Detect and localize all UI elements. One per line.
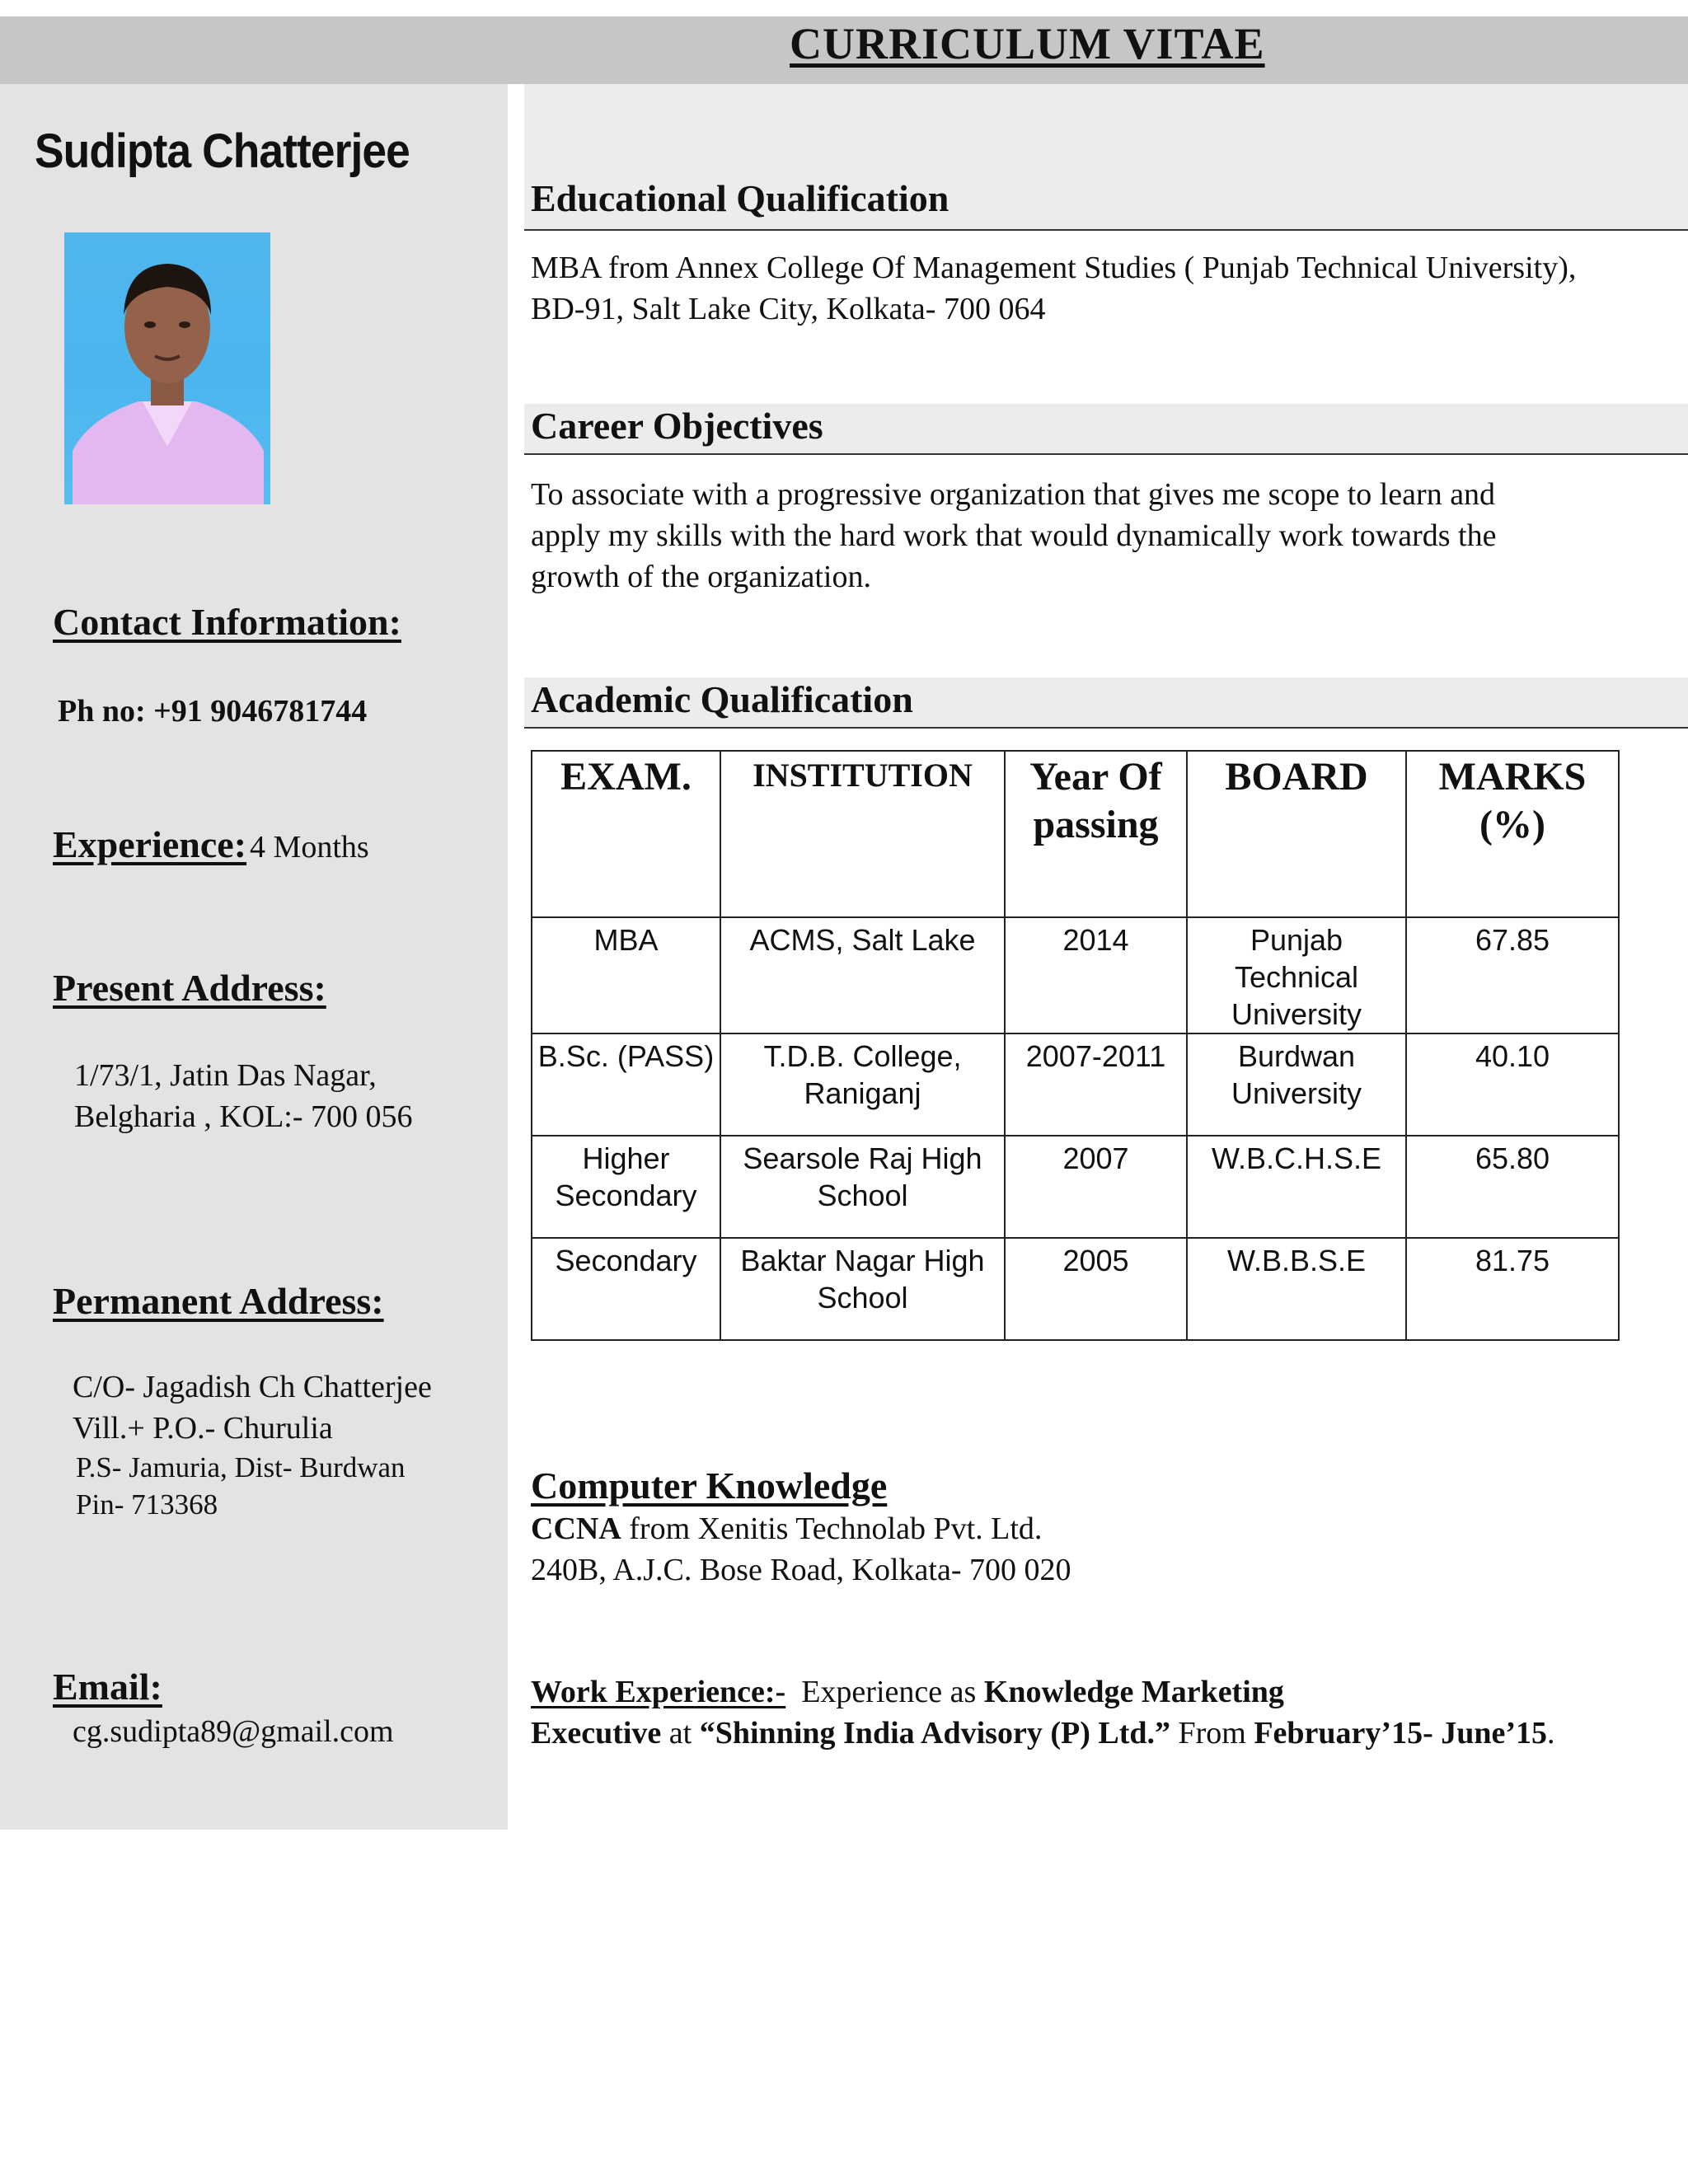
email-heading: Email: [53,1666,162,1708]
permanent-address-line: Vill.+ P.O.- Churulia [73,1411,333,1446]
cell-marks: 65.80 [1406,1136,1619,1238]
table-row [532,917,1619,1033]
cell-board: Punjab Technical University [1187,917,1406,1033]
career-heading: Career Objectives [531,405,823,447]
computer-heading: Computer Knowledge [531,1465,888,1507]
document-title: CURRICULUM VITAE [790,19,1265,68]
permanent-address-line: Pin- 713368 [76,1488,218,1521]
cell-year: 2007-2011 [1005,1033,1187,1136]
column-header: MARKS (%) [1406,751,1619,917]
cell-institution: T.D.B. College, Raniganj [720,1033,1005,1136]
phone-number: Ph no: +91 9046781744 [58,694,368,729]
table-row [532,1238,1619,1340]
experience-block [53,823,369,866]
career-text [531,474,1496,598]
table-row [532,1136,1619,1238]
computer-address: 240B, A.J.C. Bose Road, Kolkata- 700 020 [531,1553,1071,1587]
career-line: apply my skills with the hard work that would dynamically work towards the [531,518,1497,553]
column-header: INSTITUTION [720,751,1005,917]
course-name: CCNA [531,1511,621,1546]
permanent-address-heading: Permanent Address: [53,1280,384,1322]
profile-photo [64,232,270,504]
cell-institution: Searsole Raj High School [720,1136,1005,1238]
contact-heading: Contact Information: [53,601,401,643]
career-line: To associate with a progressive organization that gives me scope to learn and [531,477,1496,512]
experience-heading: Experience: [53,823,247,865]
email-address: cg.sudipta89@gmail.com [73,1714,394,1749]
education-line: MBA from Annex College Of Management Studies ( Punjab Technical University), [531,251,1577,285]
person-silhouette-icon [64,232,270,504]
cell-exam: Secondary [532,1238,720,1340]
work-company: “Shinning India Advisory (P) Ltd.” [699,1716,1170,1750]
experience-value: 4 Months [250,830,369,865]
cell-institution: ACMS, Salt Lake [720,917,1005,1033]
column-header: BOARD [1187,751,1406,917]
present-address-heading: Present Address: [53,967,326,1009]
work-text: From [1170,1716,1254,1750]
cell-institution: Baktar Nagar High School [720,1238,1005,1340]
permanent-address-line: C/O- Jagadish Ch Chatterjee [73,1370,432,1404]
course-provider: from Xenitis Technolab Pvt. Ltd. [621,1511,1043,1546]
cell-board: Burdwan University [1187,1033,1406,1136]
cell-year: 2007 [1005,1136,1187,1238]
education-divider [524,229,1688,231]
computer-text [531,1508,1071,1591]
present-address-line: 1/73/1, Jatin Das Nagar, [74,1058,377,1093]
cell-year: 2005 [1005,1238,1187,1340]
cell-exam: MBA [532,917,720,1033]
cell-board: W.B.B.S.E [1187,1238,1406,1340]
column-header: EXAM. [532,751,720,917]
career-line: growth of the organization. [531,560,871,594]
cell-marks: 81.75 [1406,1238,1619,1340]
work-text: . [1547,1716,1555,1750]
education-heading: Educational Qualification [531,177,950,219]
work-text: at [661,1716,700,1750]
column-header: Year Of passing [1005,751,1187,917]
person-name: Sudipta Chatterjee [35,124,410,178]
work-role: Knowledge Marketing [983,1675,1284,1709]
academic-table [531,750,1620,1341]
present-address [74,1055,413,1137]
permanent-address-line: P.S- Jamuria, Dist- Burdwan [76,1451,406,1483]
cell-exam: B.Sc. (PASS) [532,1033,720,1136]
academic-heading: Academic Qualification [531,678,913,720]
cell-marks: 40.10 [1406,1033,1619,1136]
education-text [531,247,1576,330]
cell-marks: 67.85 [1406,917,1619,1033]
work-heading: Work Experience:- [531,1675,786,1709]
work-period: February’15- June’15 [1254,1716,1548,1750]
education-line: BD-91, Salt Lake City, Kolkata- 700 064 [531,292,1046,326]
table-header-row [532,751,1619,917]
work-experience [531,1671,1676,1754]
work-role-cont: Executive [531,1716,662,1750]
table-row [532,1033,1619,1136]
computer-line [531,1508,1071,1549]
cell-year: 2014 [1005,917,1187,1033]
work-text: Experience as [785,1675,984,1709]
cell-exam: Higher Secondary [532,1136,720,1238]
permanent-address [73,1366,432,1523]
present-address-line: Belgharia , KOL:- 700 056 [74,1099,413,1134]
cell-board: W.B.C.H.S.E [1187,1136,1406,1238]
